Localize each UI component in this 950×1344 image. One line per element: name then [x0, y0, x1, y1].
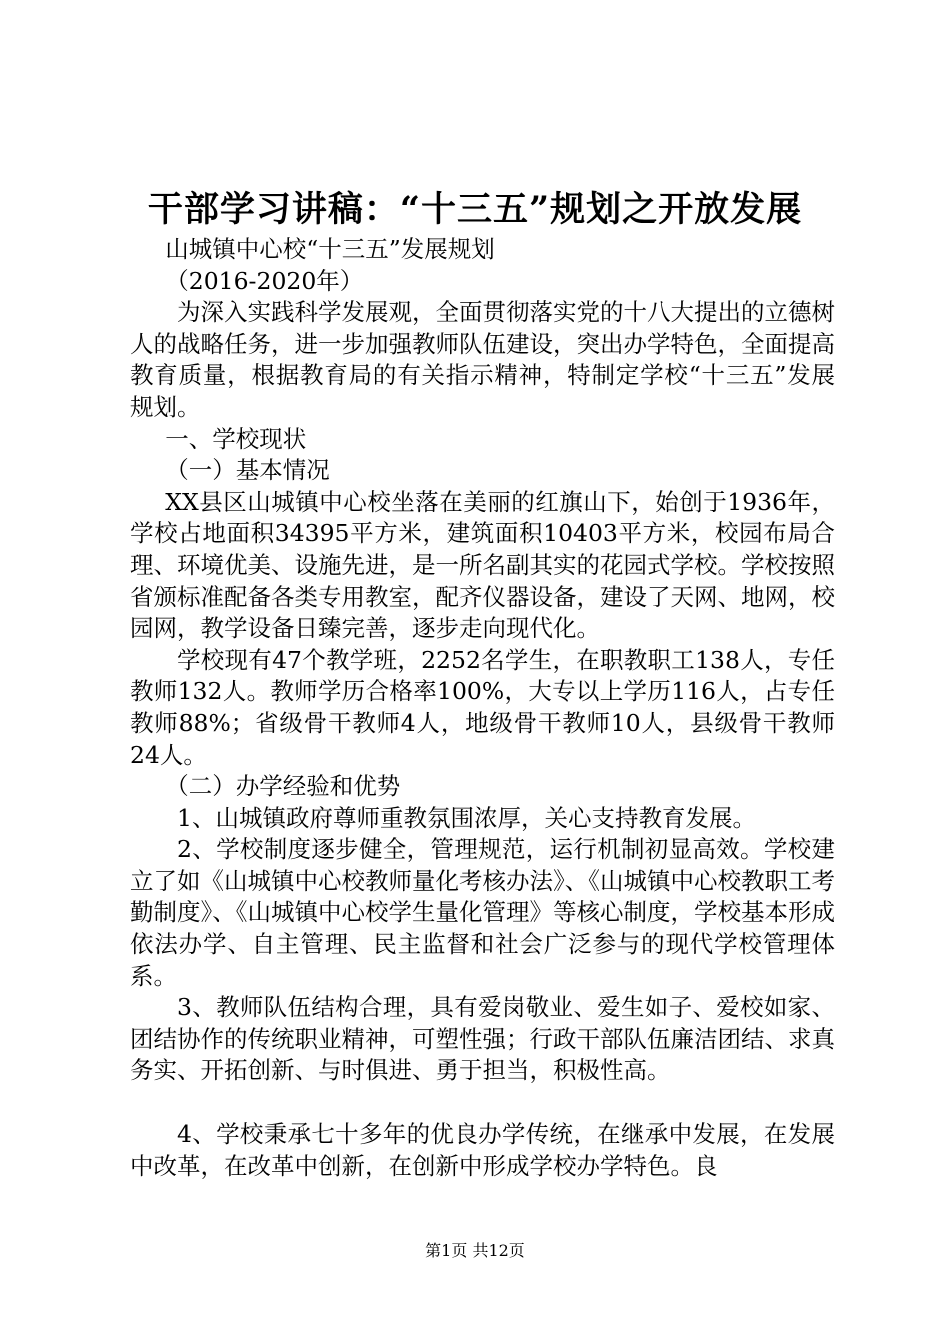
basic-info-paragraph: XX县区山城镇中心校坐落在美丽的红旗山下，始创于1936年，学校占地面积34395平方米，建筑面积10403平方米，校园布局合理、环境优美、设施先进，是一所名副其实的花园式学校。学校按照省颁标准配备各类专用教室，配齐仪器设备，建设了天网、地网，校园网，教学设备日臻完善，逐步走向现代化。	[130, 487, 835, 643]
experience-item-4: 4、学校秉承七十多年的优良办学传统，在继承中发展，在发展中改革，在改革中创新，在创新中形成学校办学特色。良	[130, 1120, 835, 1180]
page-footer: 第1页 共12页	[425, 1241, 525, 1260]
experience-item-3: 3、教师队伍结构合理，具有爱岗敬业、爱生如子、爱校如家、团结协作的传统职业精神，可塑性强；行政干部队伍廉洁团结、求真务实、开拓创新、与时俱进、勇于担当，积极性高。	[130, 993, 835, 1085]
experience-item-2: 2、学校制度逐步健全，管理规范，运行机制初显高效。学校建立了如《山城镇中心校教师量化考核办法》、《山城镇中心校教职工考勤制度》、《山城镇中心校学生量化管理》等核心制度，学校基本形成依法办学、自主管理、民主监督和社会广泛参与的现代学校管理体系。	[130, 835, 835, 990]
staff-paragraph: 学校现有47个教学班，2252名学生，在职教职工138人，专任教师132人。教师学历合格率100%，大专以上学历116人，占专任教师88%；省级骨干教师4人，地级骨干教师10人，县级骨干教师24人。	[130, 645, 835, 769]
subsection-heading-experience: （二）办学经验和优势	[165, 772, 401, 801]
intro-paragraph: 为深入实践科学发展观，全面贯彻落实党的十八大提出的立德树人的战略任务，进一步加强教师队伍建设，突出办学特色，全面提高教育质量，根据教育局的有关指示精神，特制定学校“十三五”发展规划。	[130, 298, 835, 421]
plan-subtitle: 山城镇中心校“十三五”发展规划	[165, 235, 495, 263]
paragraph-gap	[130, 1087, 835, 1119]
document-body	[130, 234, 835, 1182]
subsection-heading-basic: （一）基本情况	[165, 456, 330, 485]
section-heading-status: 一、学校现状	[165, 424, 307, 453]
plan-years: （2016-2020年）	[165, 266, 364, 295]
experience-item-1: 1、山城镇政府尊师重教氛围浓厚，关心支持教育发展。	[177, 803, 756, 832]
document-title: 干部学习讲稿：“十三五”规划之开放发展	[147, 189, 803, 230]
